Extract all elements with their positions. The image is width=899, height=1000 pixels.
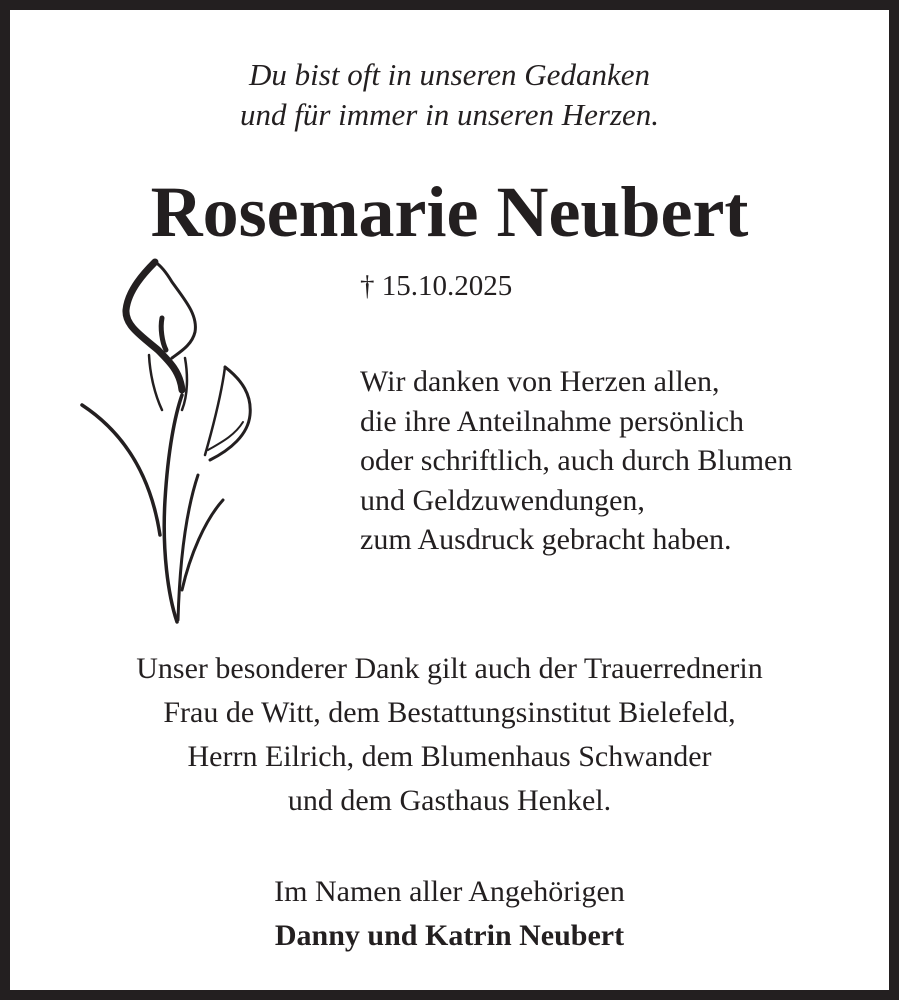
special-thanks-line: Frau de Witt, dem Bestattungsinstitut Bielefeld, bbox=[163, 696, 736, 729]
thanks-line: und Geldzuwendungen, bbox=[360, 483, 645, 517]
motto-line: Du bist oft in unseren Gedanken bbox=[249, 57, 650, 92]
signature-intro: Im Namen aller Angehörigen bbox=[274, 875, 625, 908]
special-thanks bbox=[10, 647, 889, 823]
special-thanks-line: Unser besonderer Dank gilt auch der Trauerrednerin bbox=[136, 652, 763, 685]
special-thanks-line: und dem Gasthaus Henkel. bbox=[287, 784, 612, 817]
special-thanks-line: Herrn Eilrich, dem Blumenhaus Schwander bbox=[187, 740, 712, 773]
calla-lily-icon bbox=[60, 240, 280, 630]
deceased-name: Rosemarie Neubert bbox=[150, 172, 749, 252]
signature bbox=[10, 870, 889, 958]
signature-names: Danny und Katrin Neubert bbox=[274, 919, 625, 952]
death-date: † 15.10.2025 bbox=[360, 270, 513, 302]
motto bbox=[10, 55, 889, 135]
motto-line: und für immer in unseren Herzen. bbox=[239, 97, 660, 132]
thanks-paragraph bbox=[360, 362, 792, 560]
thanks-line: die ihre Anteilnahme persönlich bbox=[360, 404, 745, 438]
thanks-line: oder schriftlich, auch durch Blumen bbox=[360, 444, 793, 477]
thanks-line: Wir danken von Herzen allen, bbox=[360, 365, 720, 398]
thanks-line: zum Ausdruck gebracht haben. bbox=[360, 523, 732, 556]
